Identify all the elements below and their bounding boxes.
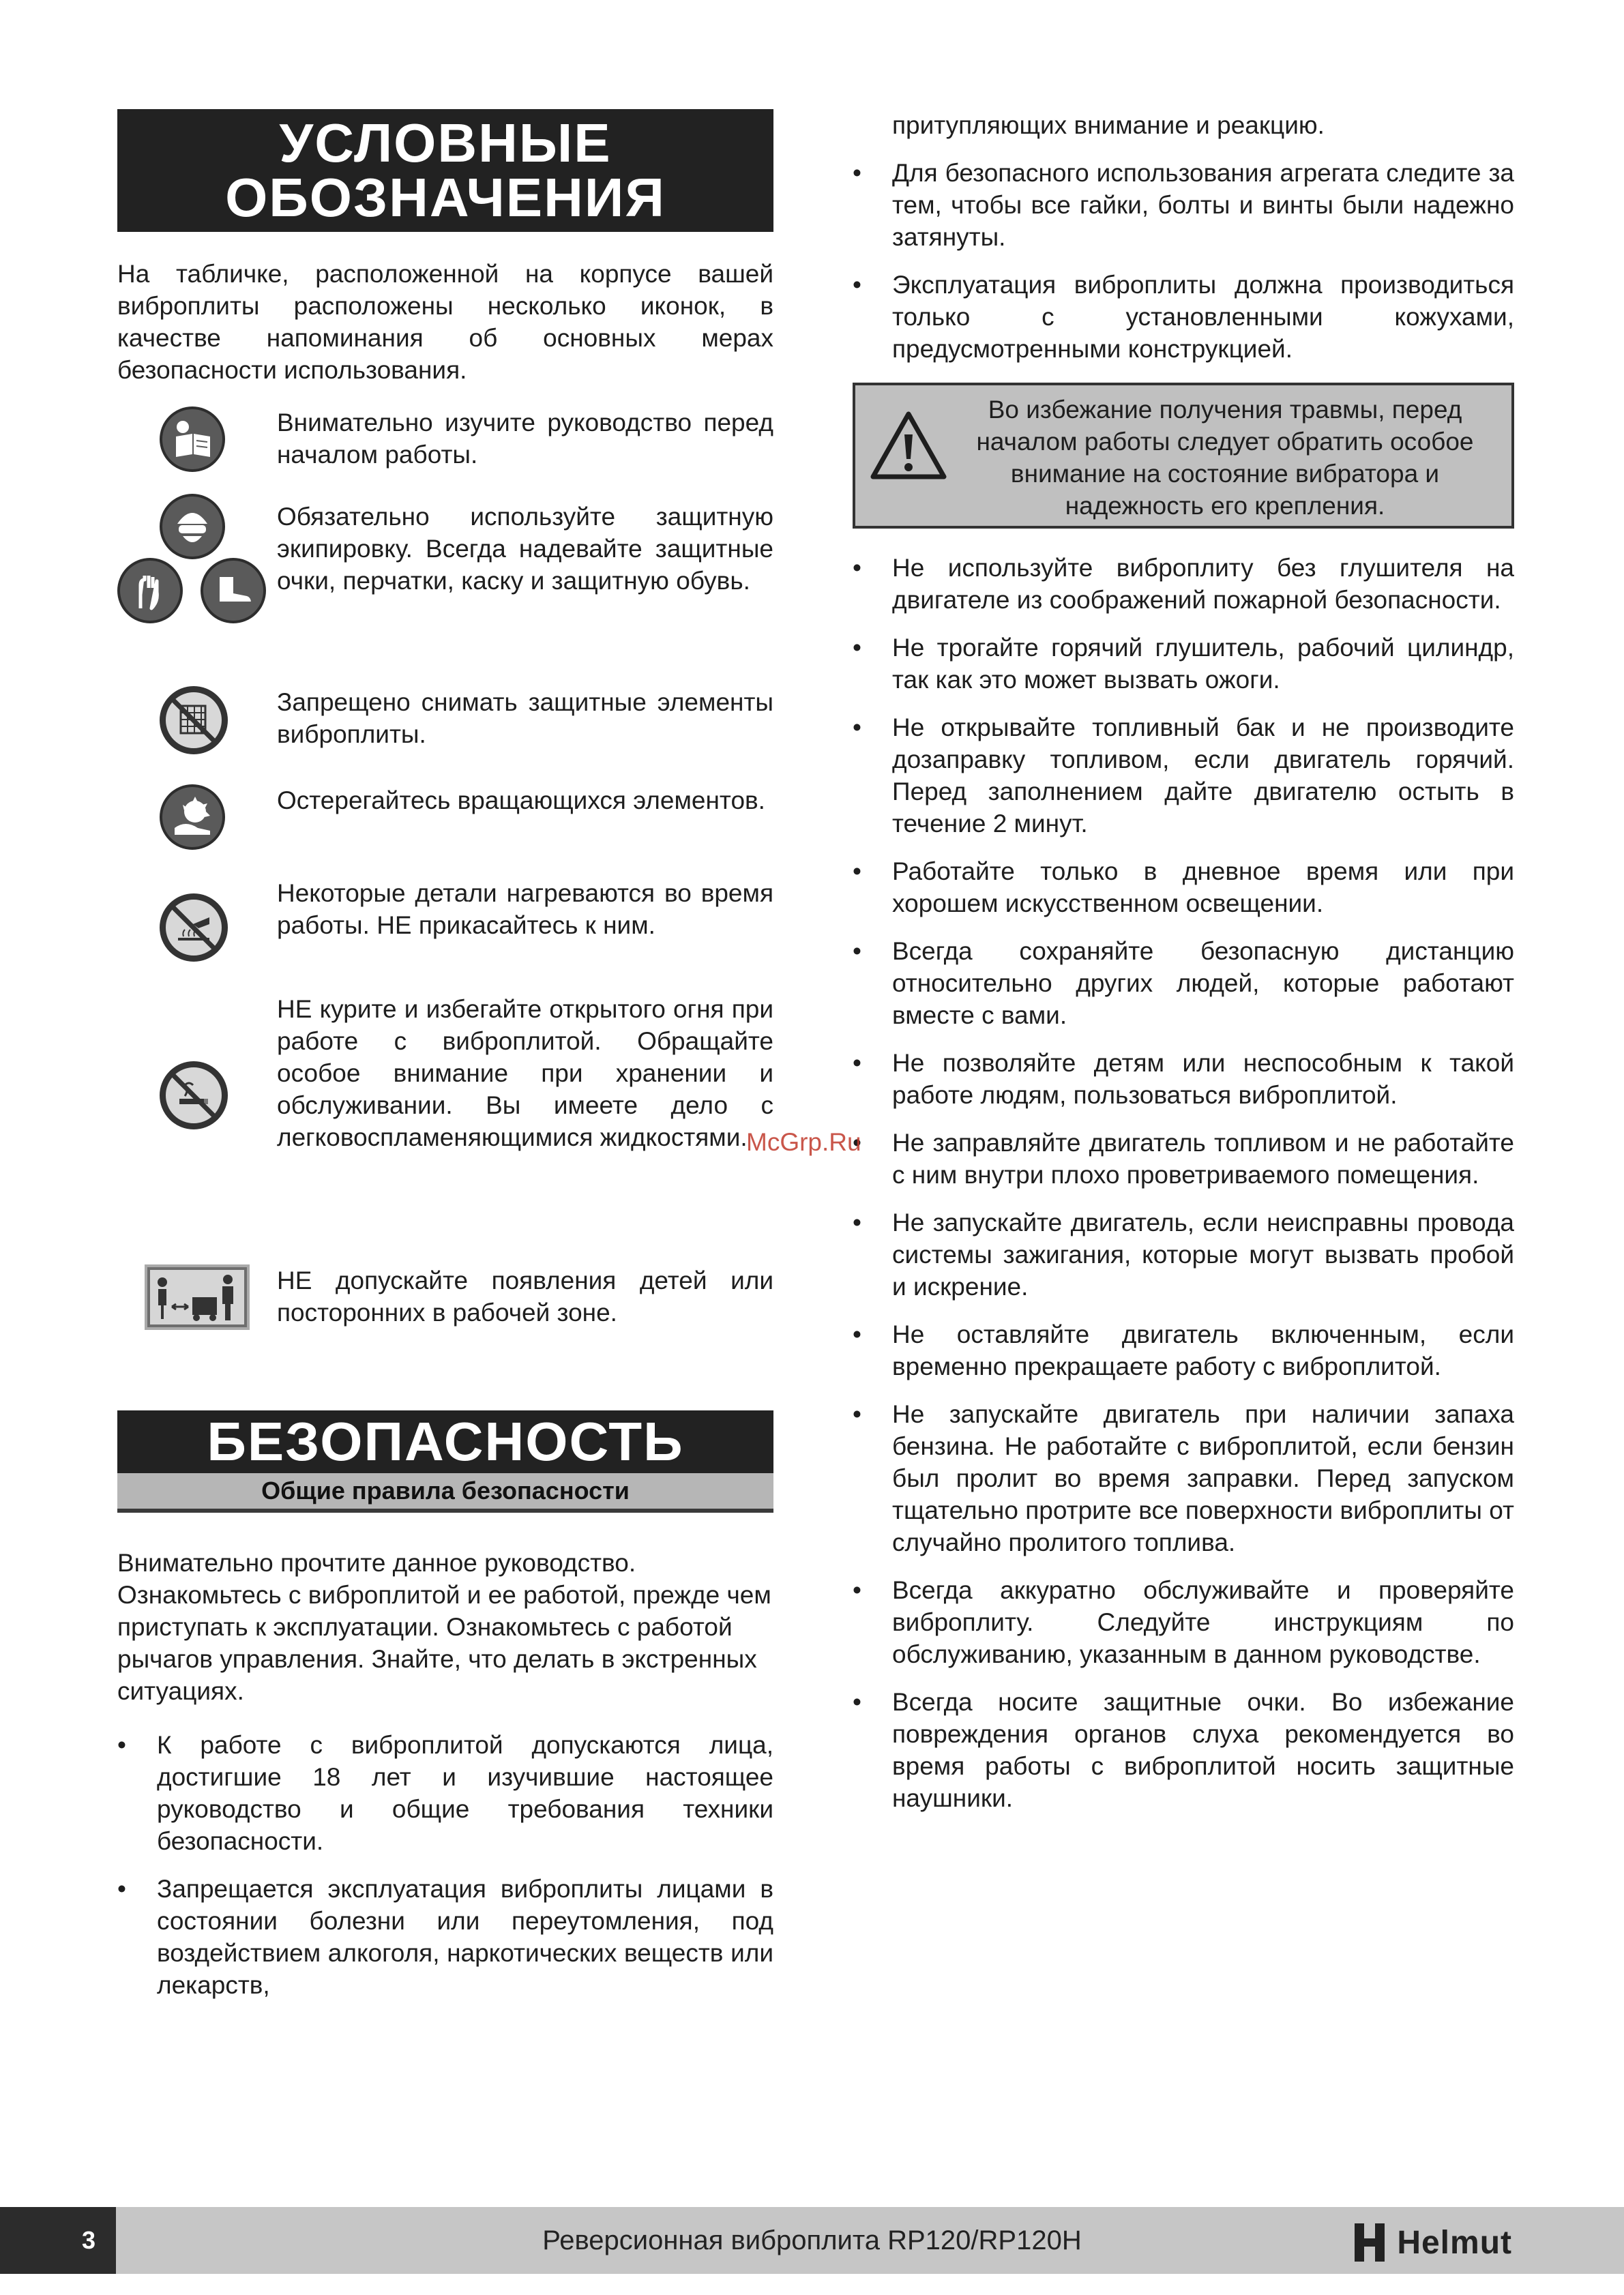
list-item: • Всегда носите защитные очки. Во избежание повреждения органов слуха рекомендуется во время работы с виброплитой носить защитные наушники. — [853, 1686, 1514, 1814]
list-item: • Не трогайте горячий глушитель, рабочий цилиндр, так как это может вызвать ожоги. — [853, 632, 1514, 696]
list-item: • Всегда сохраняйте безопасную дистанцию относительно других людей, которые работают вместе с вами. — [853, 935, 1514, 1031]
icon-text-manual: Внимательно изучите руководство перед началом работы. — [277, 409, 773, 469]
symbols-intro: На табличке, расположенной на корпусе вашей виброплиты расположены несколько иконок, в качестве напоминания об основных мерах безопасности использования. — [117, 260, 773, 384]
page-number: 3 — [82, 2226, 96, 2254]
icon-text-hot: Некоторые детали нагреваются во время работы. НЕ прикасайтесь к ним. — [277, 879, 773, 939]
list-item: • Не запускайте двигатель при наличии запаха бензина. Не работайте с виброплитой, если бензин был пролит во время заправки. Перед запуском тщательно протрите все поверхности виброплиты от случайно пролитого топлива. — [853, 1398, 1514, 1558]
warning-text: Во избежание получения травмы, перед началом работы следует обратить особое внимание на состояние вибратора и надежность его крепления. — [976, 396, 1474, 520]
symbols-title — [117, 109, 773, 232]
no-guard-removal-icon — [160, 686, 228, 754]
icon-text-gear: Обязательно используйте защитную экипировку. Всегда надевайте защитные очки, перчатки, каску и защитную обувь. — [277, 503, 773, 595]
list-item: • Не заправляйте двигатель топливом и не работайте с ним внутри плохо проветриваемого помещения. — [853, 1127, 1514, 1191]
safety-boots-icon — [201, 558, 266, 623]
right-bullet-list — [853, 552, 1514, 1814]
safety-subtitle: Общие правила безопасности — [117, 1473, 773, 1513]
warning-box — [853, 383, 1514, 529]
helmut-logo-icon — [1355, 2223, 1385, 2262]
symbols-title-line2: ОБОЗНАЧЕНИЯ — [225, 167, 666, 228]
brand-name: Helmut — [1397, 2224, 1512, 2261]
icon-text-guards: Запрещено снимать защитные элементы виброплиты. — [277, 688, 773, 748]
symbols-title-line1: УСЛОВНЫЕ — [279, 113, 612, 173]
product-name: Реверсионная виброплита RP120/RP120H — [542, 2225, 1082, 2255]
safety-title: БЕЗОПАСНОСТЬ — [117, 1410, 773, 1473]
list-item: • Эксплуатация виброплиты должна производиться только с установленными кожухами, предусмотренными конструкцией. — [853, 269, 1514, 365]
left-bullet-list — [117, 1729, 773, 2001]
list-item: • Для безопасного использования агрегата следите за тем, чтобы все гайки, болты и винты были надежно затянуты. — [853, 157, 1514, 253]
list-item: • Всегда аккуратно обслуживайте и проверяйте виброплиту. Следуйте инструкциям по обслуживанию, указанным в данном руководстве. — [853, 1574, 1514, 1670]
safety-section — [117, 1410, 773, 2017]
protective-gear-icon — [160, 494, 225, 559]
brand-logo — [1355, 2223, 1512, 2262]
list-item: • Работайте только в дневное время или при хорошем искусственном освещении. — [853, 855, 1514, 919]
page-footer — [0, 2207, 1624, 2274]
list-item: • Запрещается эксплуатация виброплиты лицами в состоянии болезни или переутомления, под воздействием алкоголя, наркотических веществ или лекарств, — [117, 1873, 773, 2001]
gloves-icon — [117, 558, 183, 623]
left-column — [117, 109, 773, 1999]
list-item: • Не оставляйте двигатель включенным, если временно прекращаете работу с виброплитой. — [853, 1318, 1514, 1382]
rotating-parts-icon — [160, 784, 225, 850]
continuation-text: притупляющих внимание и реакцию. — [892, 111, 1325, 139]
list-item: • К работе с виброплитой допускаются лица, достигшие 18 лет и изучившие настоящее руководство и общие требования техники безопасности. — [117, 1729, 773, 1857]
right-column — [853, 109, 1514, 1830]
watermark: McGrp.Ru — [746, 1128, 861, 1156]
icon-text-rotating: Остерегайтесь вращающихся элементов. — [277, 786, 765, 814]
list-item: • Не открывайте топливный бак и не производите дозаправку топливом, если двигатель горячий. Перед заполнением дайте двигателю остыть в течение 2 минут. — [853, 711, 1514, 840]
icon-text-smoking: НЕ курите и избегайте открытого огня при работе с виброплитой. Обращайте особое внимание при хранении и обслуживании. Вы имеете дело с легковоспламеняющимися жидкостями. — [277, 995, 773, 1151]
hot-surface-icon — [160, 893, 228, 962]
keep-distance-icon — [145, 1264, 250, 1330]
right-bullet-list-top — [853, 157, 1514, 365]
list-item: • Не позволяйте детям или неспособным к такой работе людям, пользоваться виброплитой. — [853, 1047, 1514, 1111]
safety-intro: Внимательно прочтите данное руководство. Ознакомьтесь с виброплитой и ее работой, прежде чем приступать к эксплуатации. Ознакомьтесь с работой рычагов управления. Знайте, что делать в экстренных ситуациях. — [117, 1549, 771, 1705]
warning-triangle-icon — [869, 410, 948, 481]
list-item: • Не используйте виброплиту без глушителя на двигателе из соображений пожарной безопасности. — [853, 552, 1514, 616]
no-smoking-icon — [160, 1061, 228, 1129]
icon-list — [117, 386, 773, 1354]
list-item: • Не запускайте двигатель, если неисправны провода системы зажигания, которые могут вызвать пробой и искрение. — [853, 1206, 1514, 1303]
read-manual-icon — [160, 406, 225, 472]
icon-text-distance: НЕ допускайте появления детей или посторонних в рабочей зоне. — [277, 1267, 773, 1327]
